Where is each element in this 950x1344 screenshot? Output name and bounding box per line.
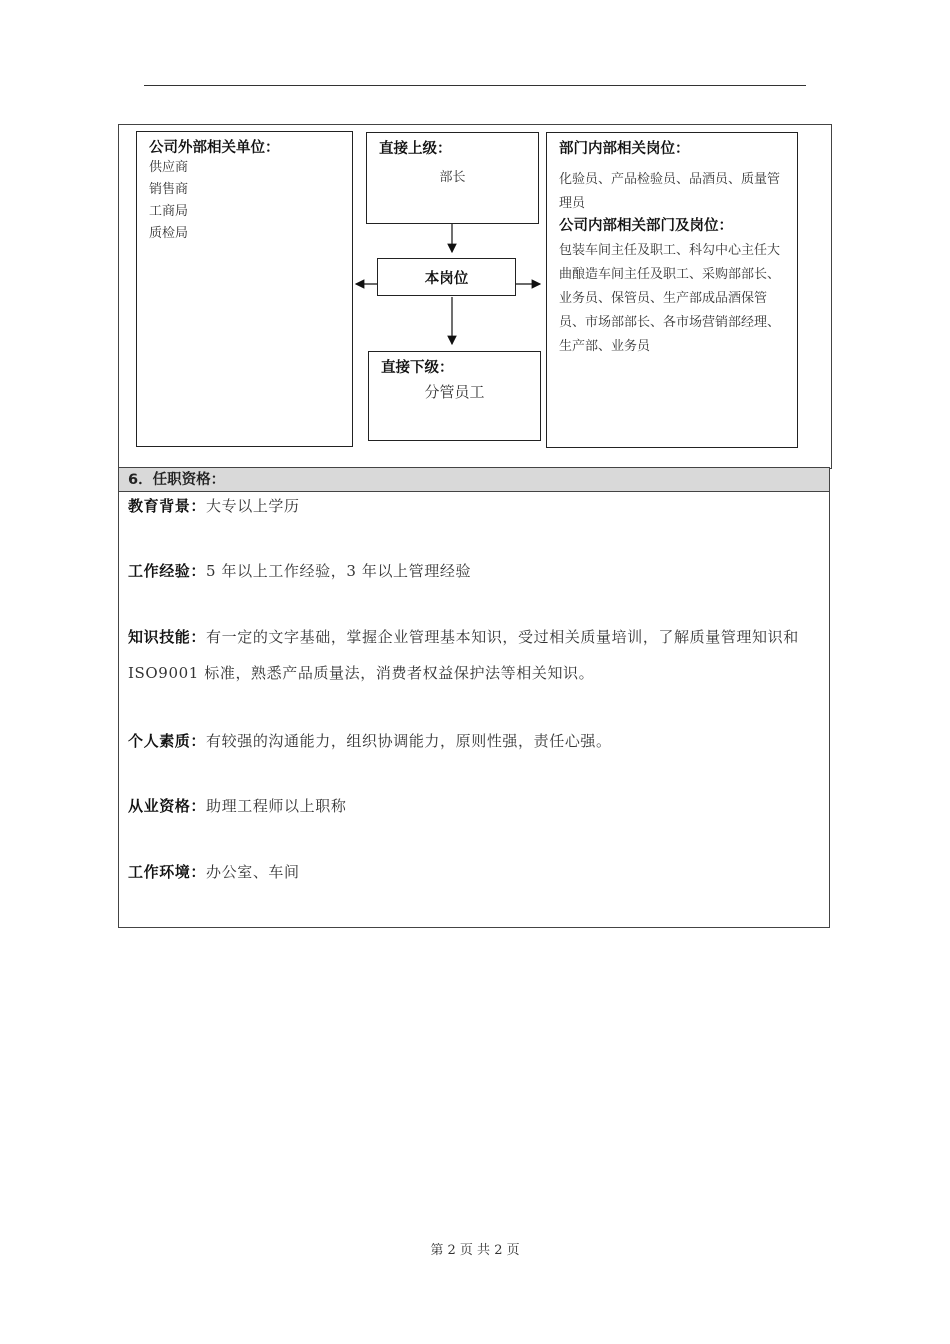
external-unit-item: 质检局: [149, 226, 189, 241]
qualification-label: 教育背景：: [128, 497, 207, 515]
external-unit-item: 供应商: [149, 160, 189, 175]
superior-value: 部长: [439, 170, 466, 185]
qualification-value: 大专以上学历: [206, 497, 300, 515]
subordinate-title: 直接下级：: [381, 360, 454, 376]
internal-positions-box: [546, 132, 798, 448]
external-unit-item: 销售商: [149, 182, 189, 197]
subordinate-box: [368, 351, 541, 441]
qualification-value: 办公室、车间: [206, 863, 300, 881]
qualification-label: 知识技能：: [128, 628, 207, 646]
position-box: [377, 258, 516, 296]
qualifications-section-title: 6．任职资格：: [118, 467, 830, 492]
subordinate-value: 分管员工: [424, 383, 485, 401]
qualification-environment: [128, 854, 824, 890]
qualification-label: 个人素质：: [128, 732, 207, 750]
qualification-value: 有较强的沟通能力，组织协调能力，原则性强，责任心强。: [206, 732, 612, 750]
qualification-value: 有一定的文字基础，掌握企业管理基本知识，受过相关质量培训，了解质量管理知识和 ISO9001 标准，熟悉产品质量法，消费者权益保护法等相关知识。: [128, 628, 799, 682]
page-number: 第 2 页 共 2 页: [430, 1243, 520, 1258]
company-internal-list: 包装车间主任及职工、科勾中心主任大曲酿造车间主任及职工、采购部部长、业务员、保管员、生产部成品酒保管员、市场部部长、各市场营销部经理、生产部、业务员: [559, 243, 781, 354]
qualification-value: 助理工程师以上职称: [206, 797, 347, 815]
superior-title: 直接上级：: [379, 141, 452, 157]
qualification-value: 5 年以上工作经验，3 年以上管理经验: [206, 562, 472, 580]
external-unit-item: 工商局: [149, 204, 189, 219]
dept-internal-list: 化验员、产品检验员、品酒员、质量管理员: [559, 172, 781, 211]
qualifications-content: [118, 492, 830, 928]
qualification-label: 工作环境：: [128, 863, 207, 881]
superior-box: [366, 132, 539, 224]
position-title: 本岗位: [424, 270, 469, 287]
qualification-experience: [128, 553, 824, 589]
external-units-title: 公司外部相关单位：: [149, 140, 280, 156]
qualification-certificate: [128, 788, 824, 824]
dept-internal-title: 部门内部相关岗位：: [559, 141, 690, 157]
qualification-knowledge: [128, 619, 824, 691]
qualification-personal: [128, 723, 824, 759]
qualification-label: 工作经验：: [128, 562, 207, 580]
company-internal-title: 公司内部相关部门及岗位：: [559, 218, 733, 234]
external-units-box: [136, 131, 353, 447]
qualification-label: 从业资格：: [128, 797, 207, 815]
qualification-education: [128, 488, 824, 524]
header-rule: [144, 85, 806, 86]
